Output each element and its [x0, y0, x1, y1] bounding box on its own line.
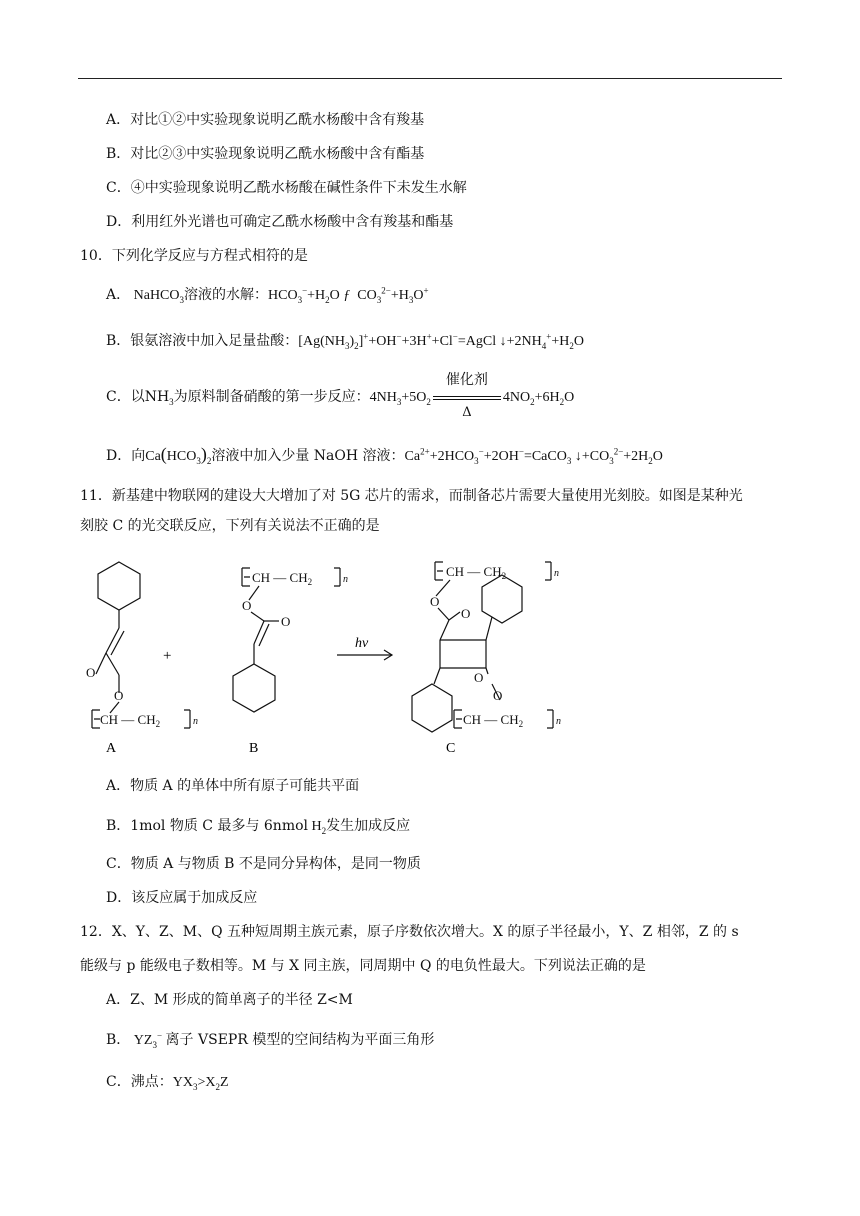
- hv-label: hν: [355, 636, 369, 651]
- b-n: n: [343, 574, 348, 585]
- q10-option-c-text: C．以NH: [106, 389, 170, 405]
- q11-stem-line2: 刻胶 C 的光交联反应，下列有关说法不正确的是: [80, 518, 380, 534]
- q12-option-b: [106, 1030, 434, 1051]
- a-chain: CH — $CH_2$: [100, 712, 161, 729]
- b-chain: CH — $CH_2$: [252, 570, 313, 587]
- c-chain-top: CH — $CH_2$: [446, 564, 507, 581]
- label-c: C: [446, 741, 456, 756]
- c-ester-o-bottom: O: [493, 688, 503, 703]
- q12-option-c: [106, 1072, 229, 1093]
- a-n: n: [193, 716, 198, 727]
- header-rule: [78, 78, 782, 79]
- b-carbonyl-o: O: [281, 614, 291, 629]
- structure-c: [412, 562, 553, 732]
- a-carbonyl-o: O: [86, 665, 96, 680]
- catalyst-condition: [431, 372, 503, 420]
- q11-option-b-tail: 发生加成反应: [326, 818, 411, 834]
- catalyst-label: 催化剂: [445, 372, 488, 388]
- q10-b-equation: $[Ag(NH_3)_2]^++OH^-+3H^++Cl^-=AgCl$ $↓+2NH_4^++H_2O$: [298, 331, 584, 351]
- q10-option-d-text: D．向: [106, 448, 146, 464]
- q12-stem-line1: 12．X、Y、Z、M、Q 五种短周期主族元素，原子序数依次增大。X 的原子半径最小，Y、Z 相邻，Z 的 s: [80, 924, 739, 940]
- q9-option-c: C．④中实验现象说明乙酰水杨酸在碱性条件下未发生水解: [106, 180, 467, 196]
- q9-option-b: B．对比②③中实验现象说明乙酰水杨酸中含有酯基: [106, 146, 425, 162]
- q11-option-a: A．物质 A 的单体中所有原子可能共平面: [106, 778, 360, 794]
- c-carbonyl-o-top: O: [461, 606, 471, 621]
- q11-option-d: D．该反应属于加成反应: [106, 890, 258, 906]
- q10-option-b: [106, 331, 584, 352]
- heat-symbol: Δ: [462, 405, 472, 420]
- q10-c-rhs: $4NO_2+6H_2O$: [502, 390, 575, 407]
- q12-stem-line2: 能级与 p 能级电子数相等。M 与 X 同主族，同周期中 Q 的电负性最大。下列说法正确的是: [80, 958, 646, 974]
- c-n-bottom: n: [556, 716, 561, 727]
- q12-option-b-label: B．: [106, 1032, 131, 1048]
- c-chain-bottom: CH — $CH_2$: [463, 712, 524, 729]
- label-b: B: [249, 741, 259, 756]
- c-n-top: n: [554, 568, 559, 579]
- reaction-arrow: [337, 650, 392, 660]
- photocrosslink-reaction-figure: [0, 548, 860, 768]
- q10-option-d: [106, 444, 663, 467]
- q10-option-a: [106, 285, 429, 306]
- q10-option-a-text: 溶液的水解：: [184, 287, 269, 303]
- q10-option-a-label: A．: [106, 287, 131, 303]
- c-carbonyl-o-bottom: O: [474, 670, 484, 685]
- structure-b: [233, 568, 340, 712]
- q10-option-c: [106, 372, 575, 420]
- q10-option-d-text2: 溶液中加入少量 NaOH 溶液：: [211, 448, 405, 464]
- q10-option-c-text2: 为原料制备硝酸的第一步反应：: [173, 389, 370, 405]
- b-ester-o: O: [242, 598, 252, 613]
- plus-sign: +: [163, 648, 172, 664]
- q11-option-b-text: B．1mol 物质 C 最多与 6nmol: [106, 818, 308, 834]
- q11-b-h2: $H_2$: [308, 819, 327, 836]
- q10-c-lhs: $4NH_3+5O_2$: [369, 390, 431, 407]
- q12-b-ion: $YZ_3^-$: [130, 1030, 163, 1050]
- q9-option-d: D．利用红外光谱也可确定乙酰水杨酸中含有羧基和酯基: [106, 214, 454, 230]
- q10-c-sub: 3: [169, 396, 174, 407]
- q10-stem: 10．下列化学反应与方程式相符的是: [80, 248, 308, 264]
- q10-a-formula: NaHCO$_3$: [130, 288, 185, 305]
- c-ester-o-top: O: [430, 594, 440, 609]
- structure-a: [92, 562, 190, 728]
- q12-option-c-text: C．沸点：: [106, 1074, 173, 1090]
- q12-option-b-tail: 离子 VSEPR 模型的空间结构为平面三角形: [165, 1032, 435, 1048]
- q11-stem-line1: 11．新基建中物联网的建设大大增加了对 5G 芯片的需求，而制备芯片需要大量使用光刻胶。如图是某种光: [80, 488, 743, 504]
- a-ester-o: O: [114, 688, 124, 703]
- equals-bars: [433, 396, 501, 400]
- q11-option-c: C．物质 A 与物质 B 不是同分异构体，是同一物质: [106, 856, 421, 872]
- q10-d-salt: $Ca(HCO_3)_2$: [145, 444, 212, 466]
- q10-a-equation: $HCO_3^-+H_2O$ ƒ $CO_3^{2-}+H_3O^+$: [268, 285, 429, 305]
- label-a: A: [106, 741, 117, 756]
- q9-option-a: A．对比①②中实验现象说明乙酰水杨酸中含有羧基: [106, 112, 425, 128]
- q12-option-a: A．Z、M 形成的简单离子的半径 Z<M: [106, 992, 353, 1008]
- q10-option-b-text: B．银氨溶液中加入足量盐酸：: [106, 333, 299, 349]
- q11-option-b: [106, 816, 410, 837]
- q12-c-compare: $YX_3>X_2Z$: [172, 1075, 229, 1092]
- q10-d-equation: $Ca^{2+}+2HCO_3^-+2OH^-=CaCO_3$ $↓+CO_3^{2-}+2H_2O$: [404, 446, 663, 466]
